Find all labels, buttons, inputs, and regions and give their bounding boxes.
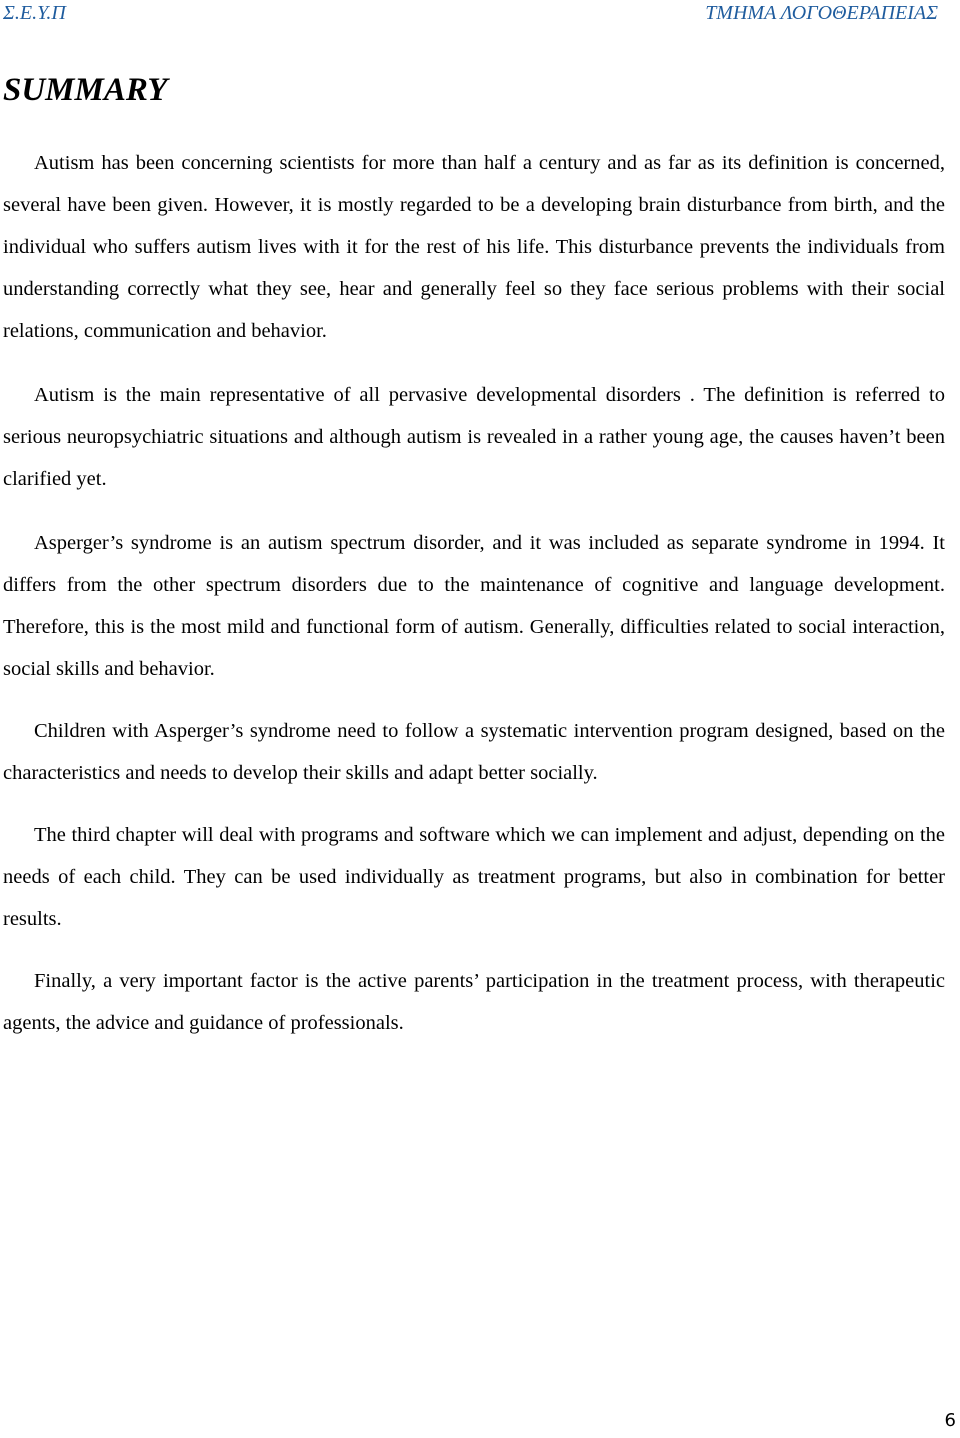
paragraph-5: The third chapter will deal with programs and software which we can implement and adjust, depending on the needs of each child. They can be used individually as treatment programs, but also in combination for better results. bbox=[3, 824, 945, 930]
page-number: 6 bbox=[944, 1410, 956, 1431]
paragraph-4: Children with Asperger’s syndrome need to follow a systematic intervention program designed, based on the characteristics and needs to develop their skills and adapt better socially. bbox=[3, 720, 945, 784]
page-title: SUMMARY bbox=[3, 72, 168, 108]
summary-body bbox=[3, 142, 945, 1044]
paragraph-6: Finally, a very important factor is the active parents’ participation in the treatment process, with therapeutic agents, the advice and guidance of professionals. bbox=[3, 970, 945, 1034]
page-header bbox=[0, 0, 960, 26]
header-department: ΤΜΗΜΑ ΛΟΓΟΘΕΡΑΠΕΙΑΣ bbox=[705, 2, 938, 24]
paragraph-2: Autism is the main representative of all pervasive developmental disorders . The definition is referred to serious neuropsychiatric situations and although autism is revealed in a rather young age, the causes haven’t been clarified yet. bbox=[3, 384, 945, 490]
header-institution: Σ.Ε.Υ.Π bbox=[3, 2, 66, 24]
paragraph-1: Autism has been concerning scientists for more than half a century and as far as its definition is concerned, several have been given. However, it is mostly regarded to be a developing brain disturbance from birth, and the individual who suffers autism lives with it for the rest of his life. This disturbance prevents the individuals from understanding correctly what they see, hear and generally feel so they face serious problems with their social relations, communication and behavior. bbox=[3, 152, 945, 342]
paragraph-3: Asperger’s syndrome is an autism spectrum disorder, and it was included as separate syndrome in 1994. It differs from the other spectrum disorders due to the maintenance of cognitive and language development. Therefore, this is the most mild and functional form of autism. Generally, difficulties related to social interaction, social skills and behavior. bbox=[3, 532, 945, 680]
